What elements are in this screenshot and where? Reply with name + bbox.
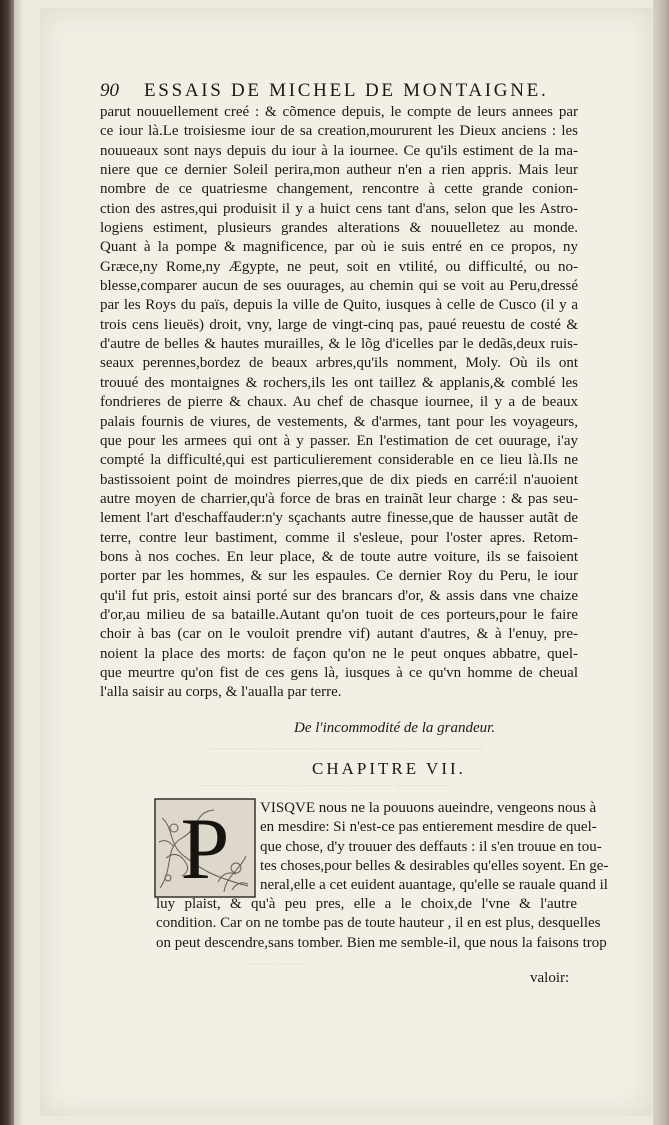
text-line: seaux perennes,bordez de beaux arbres,qu'ils nomment, Moly. Où ils ont xyxy=(100,355,578,372)
text-line: d'autre de belles & hautes murailles, & le lõg d'icelles par le dedãs,deux ruis- xyxy=(100,336,578,353)
text-line: neral,elle a cet euident auantage, qu'elle se rauale quand il xyxy=(260,877,608,894)
text-line: lement l'art d'eschaffauder:n'y sçachants autre finesse,que de hausser autãt de xyxy=(100,510,578,527)
catchword: valoir: xyxy=(530,970,570,986)
text-line: d'or,au milieu de sa bataille.Autant qu'on tuoit de ces porteurs,pour le faire xyxy=(100,606,578,623)
essay-body xyxy=(100,103,578,703)
text-line: bastissoient point de moindres pierres,que de dix pieds en carré:il n'auoient xyxy=(100,471,578,488)
text-line: condition. Car on ne tombe pas de toute hauteur , il en est plus, desquelles xyxy=(156,915,601,932)
text-line: nouueaux sont nays depuis du iour à la iournee. Ce qu'ils estiment de la ma- xyxy=(100,142,578,159)
text-line: compté la difficulté,qui est particulierement considerable en ce lieu là.Ils ne xyxy=(100,452,578,469)
text-line: Græce,ny Rome,ny Ægypte, ne peut, soit en vtilité, ou difficulté, ou no- xyxy=(100,258,578,275)
text-line: autre moyen de charrier,qu'à force de bras en trainãt leur charge : & pas seu- xyxy=(100,490,578,507)
ornamental-initial xyxy=(154,798,256,898)
text-line: fondrieres de pierre & chaux. Au chef de chasque iournee, il y a de beaux xyxy=(100,394,578,411)
text-line: l'alla saisir au corps, & l'aualla par terre. xyxy=(100,684,342,701)
show-through-text: ———— ———— —————— ——— ——— xyxy=(210,740,483,755)
text-line: porter par les hommes, & sur les espaules. Ce dernier Roy du Peru, le iour xyxy=(100,568,578,585)
page-gutter xyxy=(14,0,22,1125)
text-line: noient la place des morts: de façon qu'on ne le peut onques abbatre, quel- xyxy=(100,645,578,662)
next-page-edge xyxy=(653,0,669,1125)
text-line: Quant à la pompe & magnificence, par où ie suis entré en ce propos, ny xyxy=(100,239,578,256)
text-line: parut nouuellement creé : & cõmence depuis, le compte de leurs annees par xyxy=(100,104,578,120)
chapter-heading: CHAPITRE VII. xyxy=(312,759,466,778)
text-line: choir à bas (car on le vouloit prendre vif) autant d'autres, & à l'enuy, pre- xyxy=(100,626,578,643)
svg-text:P: P xyxy=(180,801,230,898)
text-line: VISQVE nous ne la pouuons aueindre, vengeons nous à xyxy=(260,800,597,816)
book-binding xyxy=(0,0,14,1125)
text-line: que pour les armees qui ont à y passer. En l'estimation de cet ouurage, i'ay xyxy=(100,432,578,449)
text-line: ce iour là.Le troisiesme iour de sa creation,moururent les Dieux anciens : les xyxy=(100,123,578,140)
text-line: on peut descendre,sans tomber. Bien me semble-il, que nous la faisons trop xyxy=(156,934,607,951)
chapter-opening-full xyxy=(156,895,607,953)
text-line: par les Roys du païs, depuis la ville de Quito, iusques à celle de Cusco (il y a xyxy=(100,297,578,314)
chapter-opening-indented xyxy=(260,799,609,895)
text-line: niere que ce dernier Soleil perira,mon autheur n'en a rien appris. Mais leur xyxy=(100,162,578,179)
text-line: que meurtre qu'on fist de ces gens là, iusques à ce qu'vn homme de cheual xyxy=(100,664,578,681)
text-line: logiens estiment, plusieurs grandes alterations & nouuelletez au monde. xyxy=(100,220,578,237)
text-line: ction des astres,qui produisit il y a huict cens tant d'ans, selon que les Astro- xyxy=(100,200,578,217)
text-line: tes choses,pour belles & desirables qu'elles soyent. En ge- xyxy=(260,857,609,874)
text-line: nombre de ce quatriesme changement, rencontre à cette grande conion- xyxy=(100,181,578,198)
text-line: terre, contre leur bastiment, comme il s'esleue, pour l'oster apres. Retom- xyxy=(100,529,578,546)
text-line: trouué des montaignes & rochers,ils les ont taillez & applanis,& comblé les xyxy=(100,374,578,391)
text-line: luy plaist, & qu'à peu pres, elle a le choix,de l'vne & l'autre xyxy=(156,896,577,912)
text-line: qu'il fut pris, estoit ainsi porté sur des brancars d'or, & assis dans vne chaize xyxy=(100,587,578,604)
text-line: bons à nos coches. En leur place, & de toute autre voiture, ils se faisoient xyxy=(100,548,578,565)
show-through-text: ——— ———— ———— ——— ———— xyxy=(200,777,447,792)
section-title: De l'incommodité de la grandeur. xyxy=(294,720,496,736)
show-through-text: —— —— xyxy=(250,955,306,970)
text-line: en mesdire: Si n'est-ce pas entierement mesdire de quel- xyxy=(260,819,597,836)
text-line: trois cens lieuës) droit, vny, large de vingt-cinq pas, paué reuestu de costé & xyxy=(100,316,578,333)
drop-cap-letter xyxy=(181,801,230,898)
running-title: ESSAIS DE MICHEL DE MONTAIGNE. xyxy=(144,80,549,101)
text-line: palais fournis de viures, de vestements, & d'armes, tant pour les voyageurs, xyxy=(100,413,578,430)
text-line: que chose, d'y trouuer des deffauts : il s'en trouue en tou- xyxy=(260,838,602,855)
text-line: blesse,comparer aucun de ses ouurages, au chemin qui se voit au Peru,dressé xyxy=(100,278,578,295)
page-number: 90 xyxy=(100,80,119,101)
